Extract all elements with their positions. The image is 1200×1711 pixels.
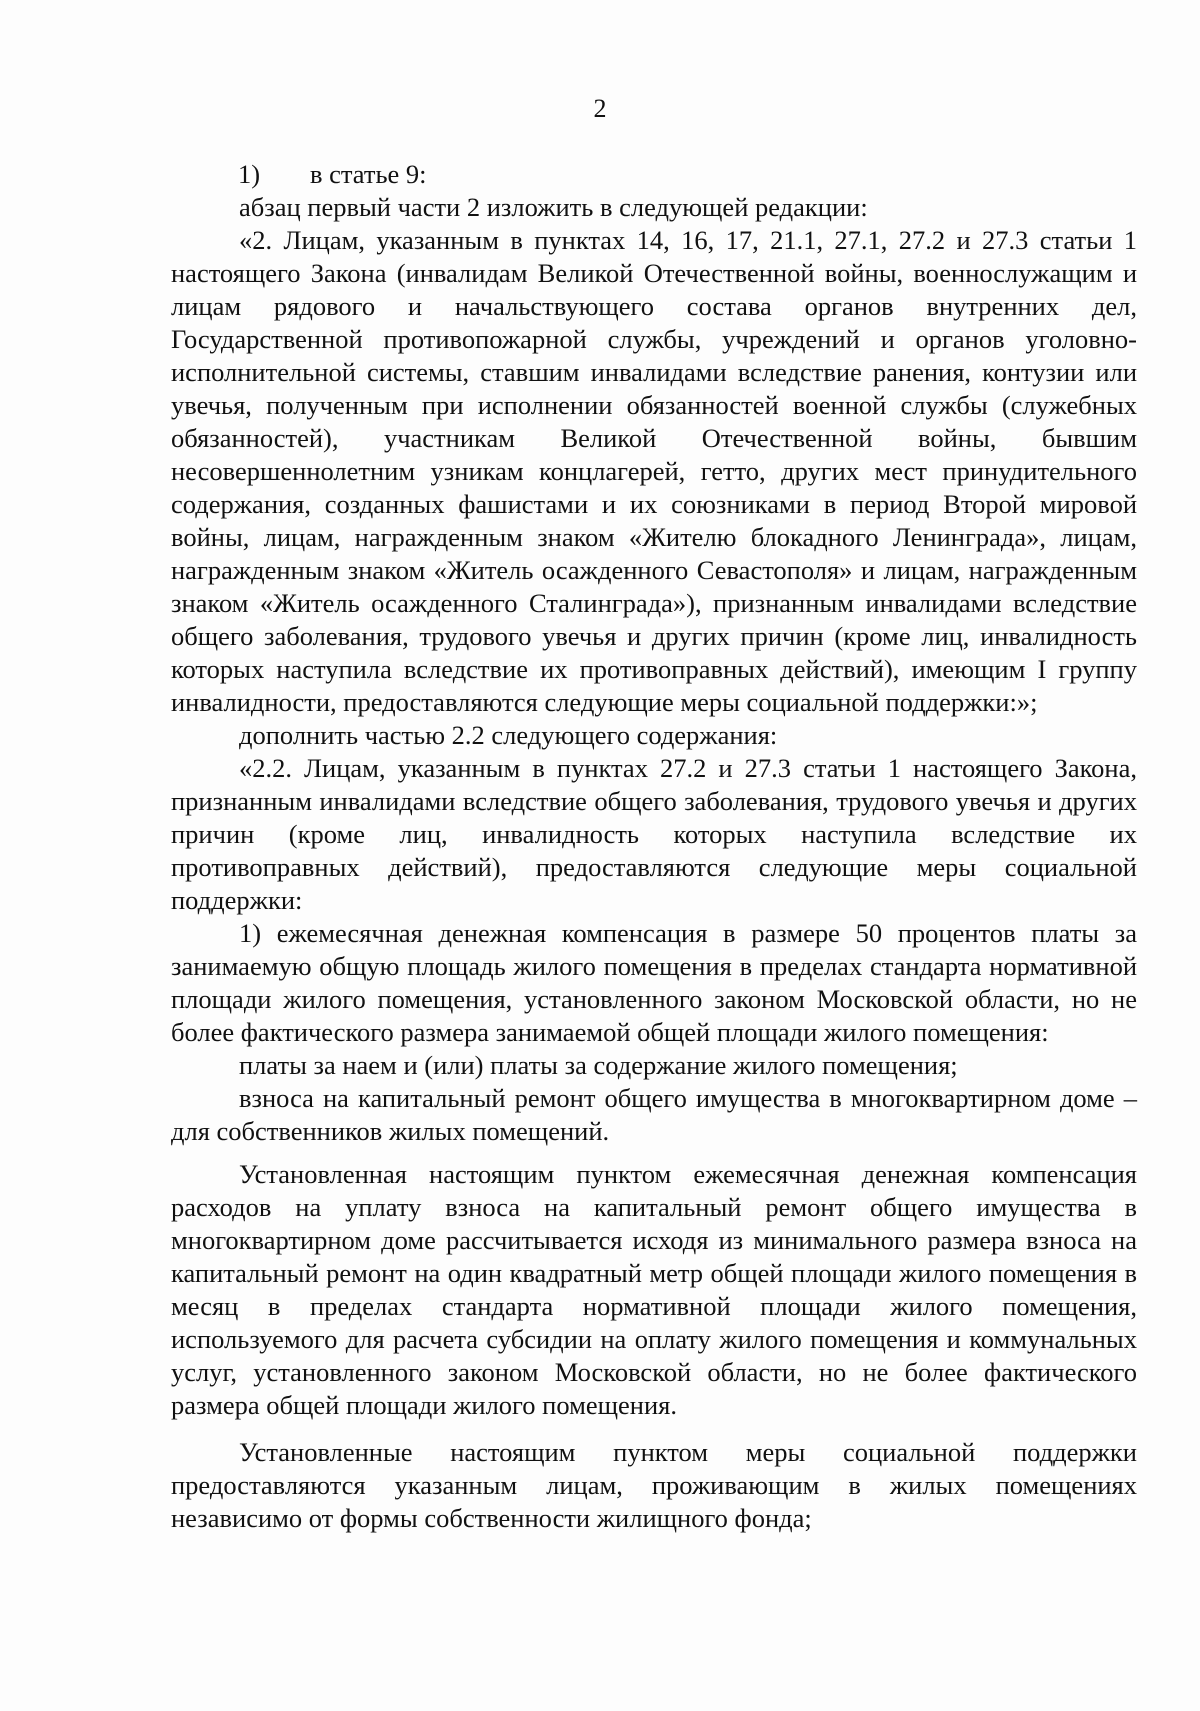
list-item-heading — [171, 158, 1137, 191]
page-number: 2 — [593, 94, 607, 123]
paragraph-part-2-text: «2. Лицам, указанным в пунктах 14, 16, 17, 21.1, 27.1, 27.2 и 27.3 статьи 1 настоящего Закона (инвалидам Великой Отечественной войны, военнослужащим и лицам рядового и начальствующего состава органов внутренних дел, Государственной противопожарной службы, учреждений и органов уголовно-исполнительной системы, ставшим инвалидами вследствие ранения, контузии или увечья, полученным при исполнении обязанностей военной службы (служебных обязанностей), участникам Великой Отечественной войны, бывшим несовершеннолетним узникам концлагерей, гетто, других мест принудительного содержания, созданных фашистами и их союзниками в период Второй мировой войны, лицам, награжденным знаком «Жителю блокадного Ленинграда», лицам, награжденным знаком «Житель осажденного Севастополя» и лицам, награжденным знаком «Житель осажденного Сталинграда»), признанным инвалидами вследствие общего заболевания, трудового увечья и других причин (кроме лиц, инвалидность которых наступила вследствие их противоправных действий), имеющим I группу инвалидности, предоставляются следующие меры социальной поддержки:»; — [171, 225, 1137, 717]
paragraph-repair-fee: взноса на капитальный ремонт общего имущества в многоквартирном доме – для собственников жилых помещений. — [171, 1083, 1137, 1146]
paragraph-compensation-calc: Установленная настоящим пунктом ежемесячная денежная компенсация расходов на уплату взноса на капитальный ремонт общего имущества в многоквартирном доме рассчитывается исходя из минимального размера взноса на капитальный ремонт на один квадратный метр общей площади жилого помещения в месяц в пределах стандарта нормативной площади жилого помещения, используемого для расчета субсидии на оплату жилого помещения и коммунальных услуг, установленного законом Московской области, но не более фактического размера общей площади жилого помещения. — [171, 1159, 1137, 1420]
paragraph-add-instruction: дополнить частью 2.2 следующего содержания: — [239, 720, 778, 750]
item-number: 1) — [238, 159, 261, 189]
paragraph-amend-instruction: абзац первый части 2 изложить в следующей редакции: — [239, 192, 868, 222]
paragraph-compensation: 1) ежемесячная денежная компенсация в размере 50 процентов платы за занимаемую общую площадь жилого помещения в пределах стандарта нормативной площади жилого помещения, установленного законом Московской области, но не более фактического размера занимаемой общей площади жилого помещения: — [171, 918, 1137, 1047]
paragraph-rent-fee: платы за наем и (или) платы за содержание жилого помещения; — [239, 1050, 958, 1080]
document-body — [171, 158, 1137, 1535]
paragraph-part-2-2-text: «2.2. Лицам, указанным в пунктах 27.2 и 27.3 статьи 1 настоящего Закона, признанным инвалидами вследствие общего заболевания, трудового увечья и других причин (кроме лиц, инвалидность которых наступила вследствие их противоправных действий), предоставляются следующие меры социальной поддержки: — [171, 753, 1137, 915]
item-title: в статье 9: — [310, 159, 427, 189]
paragraph-support-scope: Установленные настоящим пунктом меры социальной поддержки предоставляются указанным лицам, проживающим в жилых помещениях независимо от формы собственности жилищного фонда; — [171, 1437, 1137, 1533]
